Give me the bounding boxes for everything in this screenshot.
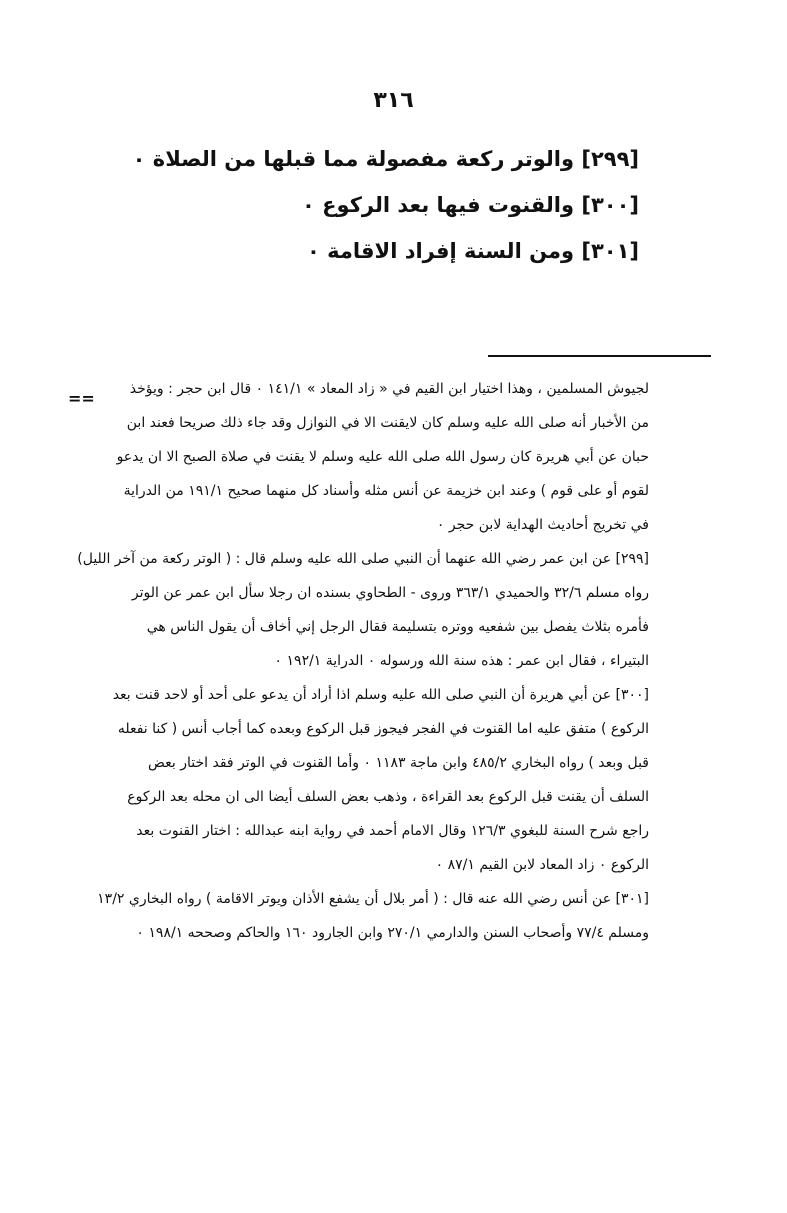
page-number: ٣١٦ xyxy=(373,88,414,113)
footnote-299 xyxy=(51,542,649,678)
main-text xyxy=(79,136,639,274)
footnote-line: [٣٠٠] عن أبي هريرة أن النبي صلى الله عليه وسلم اذا أراد أن يدعو على أحد أو لاحد قنت بعد xyxy=(112,687,649,703)
footnote-line: الركوع ٠ زاد المعاد لابن القيم ٨٧/١ ٠ xyxy=(435,857,649,873)
footnote-continued xyxy=(51,372,649,542)
footnote-line: لقوم أو على قوم ) وعند ابن خزيمة عن أنس مثله وأسناد كل منهما صحيح ١٩١/١ من الدراية xyxy=(123,483,649,499)
footnote-line: الركوع ) متفق عليه اما القنوت في الفجر فيجوز قبل الركوع وبعده كما أجاب أنس ( كنا نفعله xyxy=(117,721,649,737)
footnote-line: فأمره بثلاث يفصل بين شفعيه ووتره بتسليمة فقال الرجل إني أخاف أن يقول الناس هي xyxy=(146,619,649,635)
footnote-line: من الأخبار أنه صلى الله عليه وسلم كان لايقنت الا في النوازل وقد جاء ذلك صريحا فعند ابن xyxy=(126,415,649,431)
footnote-300 xyxy=(51,678,649,882)
footnote-divider xyxy=(488,355,711,357)
footnote-line: قبل وبعد ) رواه البخاري ٤٨٥/٢ وابن ماجة ١١٨٣ ٠ وأما القنوت في الوتر فقد اختار بعض xyxy=(147,755,649,771)
main-text-line-299: [٢٩٩] والوتر ركعة مفصولة مما قبلها من الصلاة ٠ xyxy=(132,147,639,171)
footnote-line: لجيوش المسلمين ، وهذا اختيار ابن القيم في « زاد المعاد » ١٤١/١ ٠ قال ابن حجر : ويؤخذ xyxy=(129,381,649,397)
footnote-continuation-mark: == xyxy=(68,389,95,408)
footnote-301 xyxy=(51,882,649,950)
main-text-line-301: [٣٠١] ومن السنة إفراد الاقامة ٠ xyxy=(307,239,639,263)
footnote-line: البتيراء ، فقال ابن عمر : هذه سنة الله ورسوله ٠ الدراية ١٩٢/١ ٠ xyxy=(274,653,649,669)
footnote-line: [٣٠١] عن أنس رضي الله عنه قال : ( أمر بلال أن يشفع الأذان ويوتر الاقامة ) رواه البخاري ١٣/٢ xyxy=(97,891,649,907)
footnote-line: رواه مسلم ٣٢/٦ والحميدي ٣٦٣/١ وروى - الطحاوي بسنده ان رجلا سأل ابن عمر عن الوتر xyxy=(131,585,649,601)
footnote-line: حبان عن أبي هريرة كان رسول الله صلى الله عليه وسلم لا يقنت في صلاة الصبح الا ان يدعو xyxy=(116,449,649,465)
footnote-line: راجع شرح السنة للبغوي ١٢٦/٣ وقال الامام أحمد في رواية ابنه عبدالله : اختار القنوت بعد xyxy=(136,823,649,839)
footnote-line: السلف أن يقنت قبل الركوع بعد القراءة ، وذهب بعض السلف أيضا الى ان محله بعد الركوع xyxy=(127,789,649,805)
footnote-line: في تخريج أحاديث الهداية لابن حجر ٠ xyxy=(436,517,649,533)
main-text-line-300: [٣٠٠] والقنوت فيها بعد الركوع ٠ xyxy=(302,193,639,217)
footnote-line: ومسلم ٧٧/٤ وأصحاب السنن والدارمي ٢٧٠/١ وابن الجارود ١٦٠ والحاكم وصححه ١٩٨/١ ٠ xyxy=(136,925,649,941)
footnote-line: [٢٩٩] عن ابن عمر رضي الله عنهما أن النبي صلى الله عليه وسلم قال : ( الوتر ركعة من آخر الليل) xyxy=(77,551,649,567)
footnotes xyxy=(51,372,649,950)
